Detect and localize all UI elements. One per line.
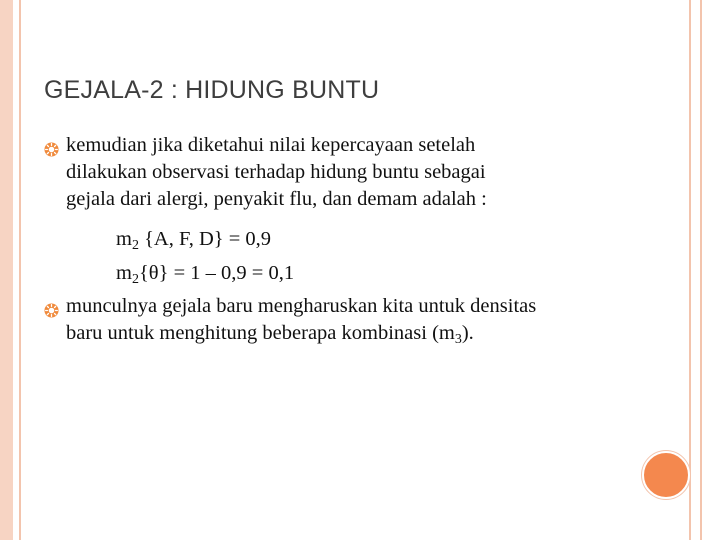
bullet-2-line-2 (66, 320, 536, 349)
bullet-2-line-2-suffix: ). (461, 322, 474, 344)
left-border-band (0, 0, 13, 540)
formula-1-m: m (116, 228, 132, 250)
formula-1 (116, 226, 271, 255)
bullet-1-line-2: dilakukan observasi terhadap hidung buntu sebagai (66, 161, 486, 183)
bullet-2-text (66, 293, 536, 349)
sun-bullet-icon (44, 142, 59, 157)
formula-2-rest: {θ} = 1 – 0,9 = 0,1 (138, 262, 295, 284)
right-border-line-inner (700, 0, 702, 540)
slide-title: GEJALA-2 : HIDUNG BUNTU (44, 76, 380, 104)
sun-bullet-icon (44, 303, 59, 318)
right-border-line-outer (689, 0, 691, 540)
bullet-1-line-1: kemudian jika diketahui nilai kepercayaan setelah (66, 134, 476, 156)
bullet-1-line-3: gejala dari alergi, penyakit flu, dan demam adalah : (66, 188, 487, 210)
formula-1-rest: {A, F, D} = 0,9 (138, 228, 272, 250)
bullet-2-line-2-prefix: baru untuk menghitung beberapa kombinasi (m (66, 322, 455, 344)
accent-circle (642, 451, 690, 499)
bullet-2-line-1: munculnya gejala baru mengharuskan kita untuk densitas (66, 295, 537, 317)
bullet-1-text (66, 132, 487, 213)
formula-1-subscript: 2 (131, 238, 139, 253)
formula-2 (116, 260, 294, 289)
bullet-2-line-2-subscript: 3 (454, 332, 462, 347)
formula-2-m: m (116, 262, 132, 284)
left-border-line (19, 0, 21, 540)
formula-2-subscript: 2 (131, 272, 139, 287)
